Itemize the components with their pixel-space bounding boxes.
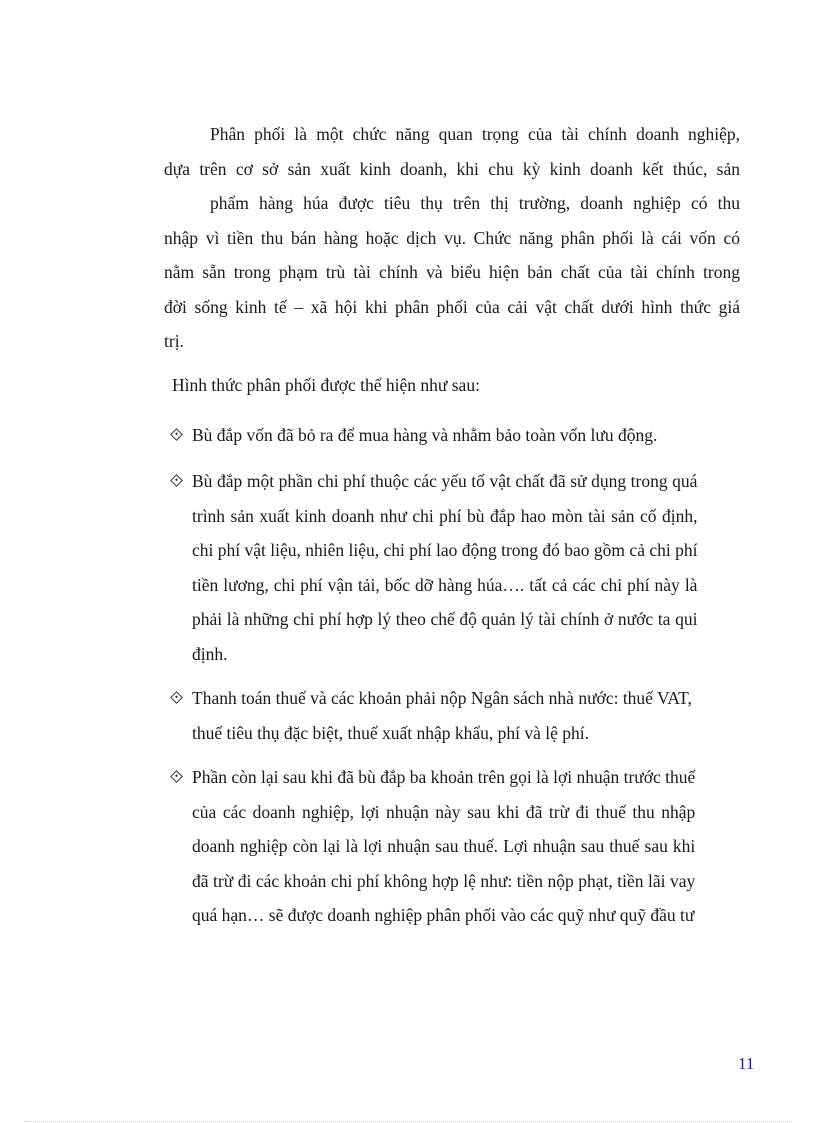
text-line: Bù đắp vốn đã bỏ ra để mua hàng và nhằm bảo toàn vốn lưu động. [192,425,658,445]
text-line: định. [192,643,228,664]
footer-divider [24,1121,792,1122]
text-line: dựa trên cơ sở sản xuất kinh doanh, khi chu kỳ kinh doanh kết thúc, sản [164,158,740,179]
text-line: nằm sẵn trong phạm trù tài chính và biểu hiện bản chất của tài chính trong [164,262,740,282]
bullet-item [172,760,695,933]
bullet-item [172,418,657,453]
bullet-item [172,681,692,750]
text-line: nhập vì tiền thu bán hàng hoặc dịch vụ. Chức năng phân phối là cái vốn có [164,227,740,248]
text-line: tiền lương, chi phí vận tải, bốc dỡ hàng húa…. tất cả các chi phí này là [192,574,698,595]
intro-text: Hình thức phân phối được thể hiện như sau: [172,375,480,395]
diamond-bullet-icon [170,428,183,441]
text-line: của các doanh nghiệp, lợi nhuận này sau khi đã trừ đi thuế thu nhập [192,801,696,822]
text-line: Phân phối là một chức năng quan trọng của tài chính doanh nghiệp, [210,124,740,144]
text-line: thuế tiêu thụ đặc biệt, thuế xuất nhập khẩu, phí và lệ phí. [192,722,590,743]
diamond-bullet-icon [170,770,183,783]
text-line: phẩm hàng húa được tiêu thụ trên thị trường, doanh nghiệp có thu [210,193,740,213]
diamond-bullet-icon [170,691,183,704]
text-line: đã trừ đi các khoản chi phí không hợp lệ như: tiền nộp phạt, tiền lãi vay [192,870,696,891]
text-line: Bù đắp một phần chi phí thuộc các yếu tố vật chất đã sử dụng trong quá [192,471,698,491]
text-line: trị. [164,331,184,351]
page-number: 11 [738,1054,755,1073]
bullet-item [172,464,697,671]
text-line: chi phí vật liệu, nhiên liệu, chi phí lao động trong đó bao gồm cả chi phí [192,540,698,560]
diamond-bullet-icon [170,474,183,487]
text-line: Thanh toán thuế và các khoản phải nộp Ngân sách nhà nước: thuế VAT, [192,688,692,708]
text-line: doanh nghiệp còn lại là lợi nhuận sau thuế. Lợi nhuận sau thuế sau khi [192,836,696,856]
text-line: trình sản xuất kinh doanh như chi phí bù đắp hao mòn tài sản cố định, [192,505,698,526]
text-line: Phần còn lại sau khi đã bù đắp ba khoản trên gọi là lợi nhuận trước thuế [192,767,696,787]
text-line: quá hạn… sẽ được doanh nghiệp phân phối vào các quỹ như quỹ đầu tư [192,905,695,925]
text-line: đời sống kinh tế – xã hội khi phân phối của cải vật chất dưới hình thức giá [164,296,740,317]
text-line: phải là những chi phí hợp lý theo chế độ quản lý tài chính ở nước ta qui [192,609,698,629]
paragraph-distribution-function [164,117,740,359]
